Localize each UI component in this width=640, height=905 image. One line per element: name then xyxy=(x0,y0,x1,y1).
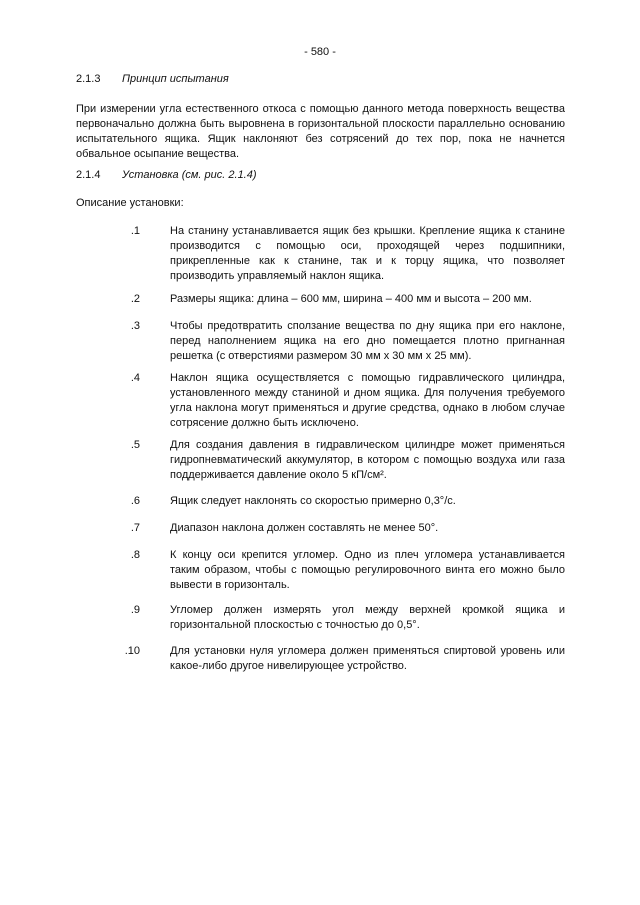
item-text: Ящик следует наклонять со скоростью примерно 0,3°/с. xyxy=(170,495,456,507)
item-text: Размеры ящика: длина – 600 мм, ширина – 400 мм и высота – 200 мм. xyxy=(170,293,532,305)
item-text: Диапазон наклона должен составлять не менее 50°. xyxy=(170,522,439,534)
item-text: Для установки нуля угломера должен применяться спиртовой уровень или какое-либо другое нивелирующее устройство. xyxy=(170,645,565,672)
item-number: .1 xyxy=(130,225,140,237)
item-number: .4 xyxy=(130,372,140,384)
section-number: 2.1.4 xyxy=(76,169,101,181)
item-number: .9 xyxy=(130,604,140,616)
item-number: .3 xyxy=(130,320,140,332)
page-number: - 580 - xyxy=(304,46,336,58)
item-text: Наклон ящика осуществляется с помощью гидравлического цилиндра, установленного между станиной и дном ящика. Для получения требуемого угла наклона могут применяться и другие средства, однако в любом случае сотрясение должно быть исключено. xyxy=(170,372,565,429)
principle-paragraph: При измерении угла естественного откоса с помощью данного метода поверхность вещества первоначально должна быть выровнена в горизонтальной плоскости параллельно основанию испытательного ящика. Ящик наклоняют без сотрясений до тех пор, пока не начнется обвальное осыпание вещества. xyxy=(76,103,565,160)
section-title: Принцип испытания xyxy=(122,73,229,85)
item-number: .6 xyxy=(130,495,140,507)
section-number: 2.1.3 xyxy=(76,73,101,85)
item-number: .10 xyxy=(124,645,140,657)
item-text: Чтобы предотвратить сползание вещества по дну ящика при его наклоне, перед наполнением ящика на его дно помещается плотно пригнанная решетка (с отверстиями размером 30 мм x 30 мм x 25 мм). xyxy=(170,320,565,362)
section-heading-2-1-3 xyxy=(76,72,229,87)
section-title: Установка (см. рис. 2.1.4) xyxy=(122,169,257,181)
item-text: Угломер должен измерять угол между верхней кромкой ящика и горизонтальной плоскостью с точностью до 0,5°. xyxy=(170,604,565,631)
item-text: К концу оси крепится угломер. Одно из плеч угломера устанавливается таким образом, чтобы с помощью регулировочного винта его можно было вывести в горизонталь. xyxy=(170,549,565,591)
setup-intro: Описание установки: xyxy=(76,197,184,209)
item-text: Для создания давления в гидравлическом цилиндре может применяться гидропневматический аккумулятор, в котором с помощью воздуха или газа поддерживается давление около 5 кП/см². xyxy=(170,439,565,481)
item-number: .2 xyxy=(130,293,140,305)
item-number: .8 xyxy=(130,549,140,561)
section-heading-2-1-4 xyxy=(76,168,257,183)
item-text: На станину устанавливается ящик без крышки. Крепление ящика к станине производится с помощью оси, проходящей через подшипники, прикрепленные как к станине, так и к торцу ящика, что позволяет производить управляемый наклон ящика. xyxy=(170,225,565,282)
item-number: .5 xyxy=(130,439,140,451)
item-number: .7 xyxy=(130,522,140,534)
